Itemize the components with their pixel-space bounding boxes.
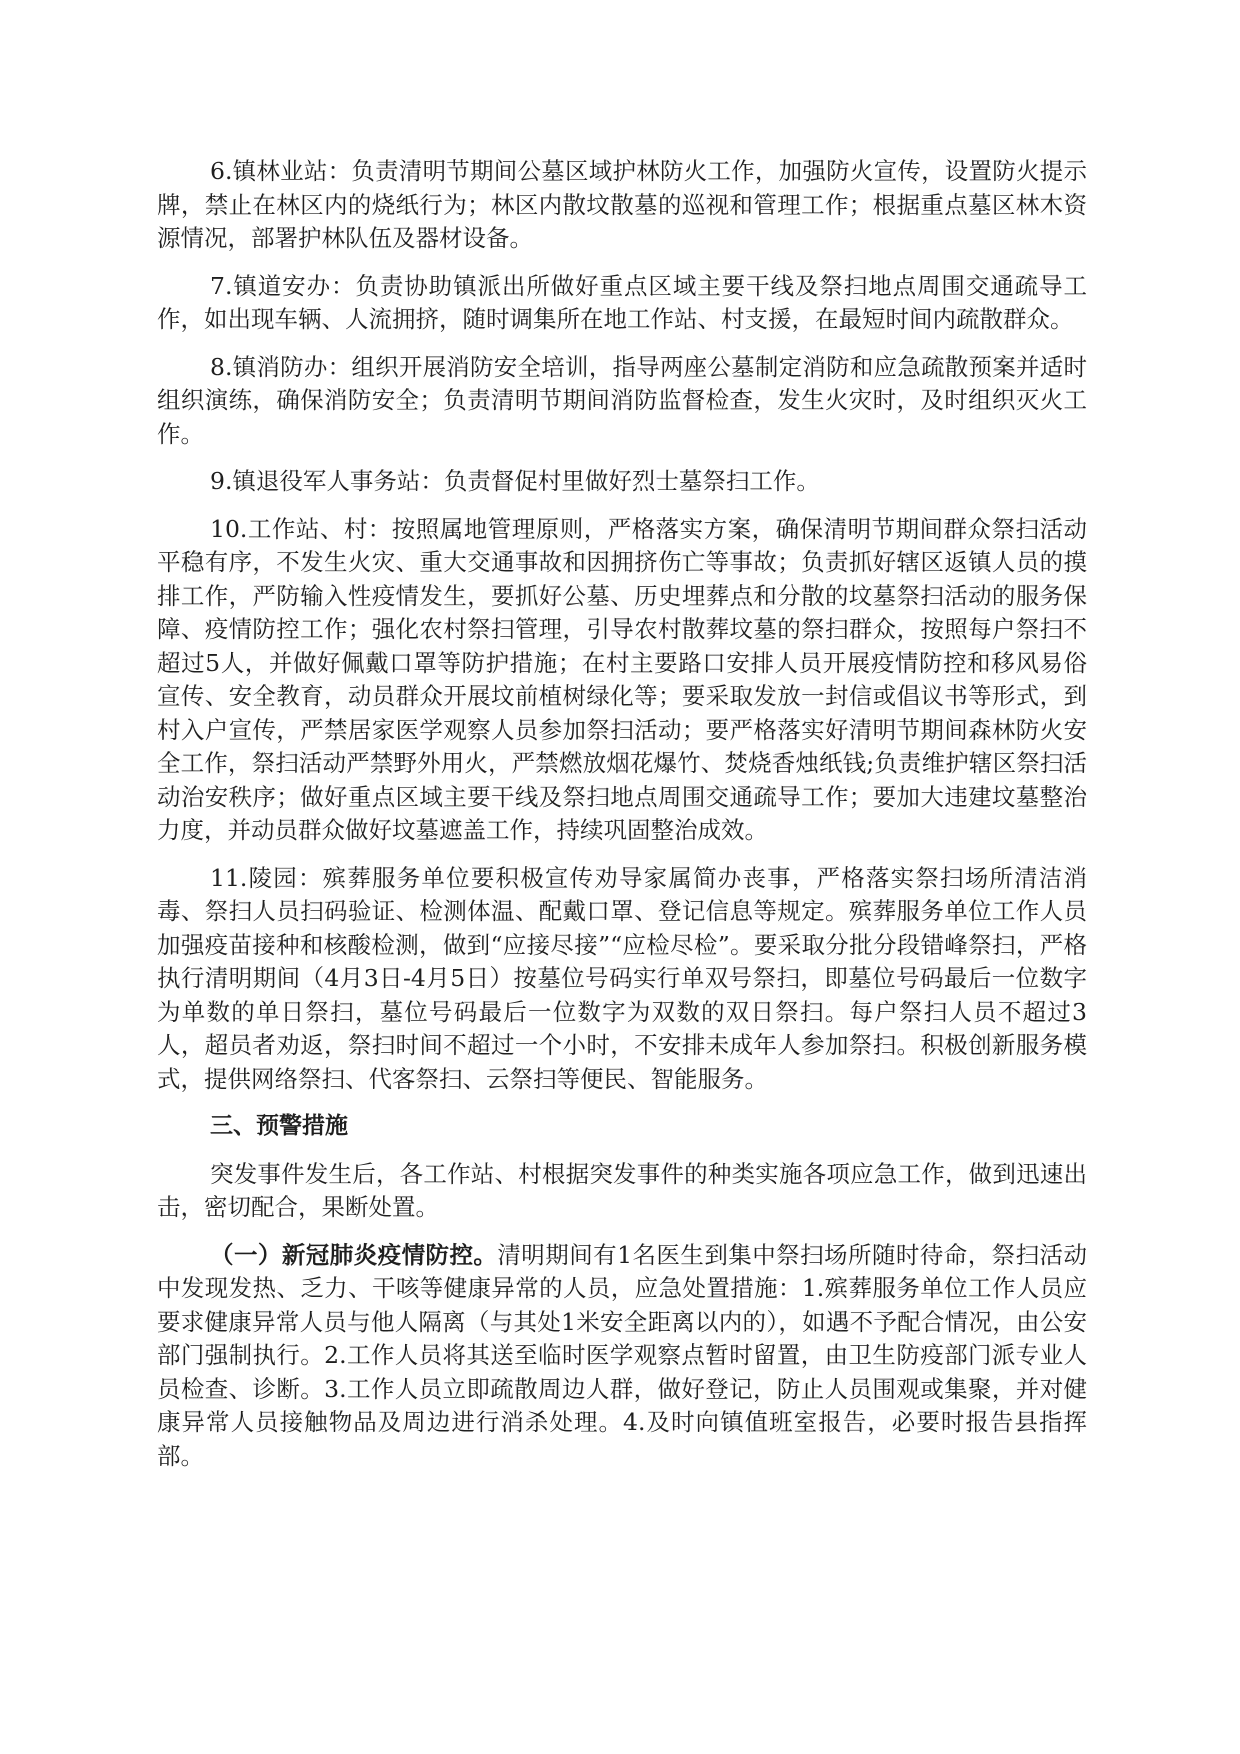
paragraph-cemetery: 11.陵园：殡葬服务单位要积极宣传劝导家属简办丧事，严格落实祭扫场所清洁消毒、祭扫人员扫码验证、检测体温、配戴口罩、登记信息等规定。殡葬服务单位工作人员加强疫苗接种和核酸检测，做到“应接尽接”“应检尽检”。要采取分批分段错峰祭扫，严格执行清明期间（4月3日-4月5日）按墓位号码实行单双号祭扫，即墓位号码最后一位数字为单数的单日祭扫，墓位号码最后一位数字为双数的双日祭扫。每户祭扫人员不超过3人，超员者劝返，祭扫时间不超过一个小时，不安排未成年人参加祭扫。积极创新服务模式，提供网络祭扫、代客祭扫、云祭扫等便民、智能服务。 [157, 863, 1087, 1093]
paragraph-workstations-villages: 10.工作站、村：按照属地管理原则，严格落实方案，确保清明节期间群众祭扫活动平稳有序，不发生火灾、重大交通事故和因拥挤伤亡等事故；负责抓好辖区返镇人员的摸排工作，严防输入性疫情发生，要抓好公墓、历史埋葬点和分散的坟墓祭扫活动的服务保障、疫情防控工作；强化农村祭扫管理，引导农村散葬坟墓的祭扫群众，按照每户祭扫不超过5人，并做好佩戴口罩等防护措施；在村主要路口安排人员开展疫情防控和移风易俗宣传、安全教育，动员群众开展坟前植树绿化等；要采取发放一封信或倡议书等形式，到村入户宣传，严禁居家医学观察人员参加祭扫活动；要严格落实好清明节期间森林防火安全工作，祭扫活动严禁野外用火，严禁燃放烟花爆竹、焚烧香烛纸钱;负责维护辖区祭扫活动治安秩序；做好重点区域主要干线及祭扫地点周围交通疏导工作；要加大违建坟墓整治力度，并动员群众做好坟墓遮盖工作，持续巩固整治成效。 [157, 514, 1087, 844]
section-heading: 三、预警措施 [210, 1113, 348, 1139]
document-body [157, 155, 1087, 1487]
section-intro: 突发事件发生后，各工作站、村根据突发事件的种类实施各项应急工作，做到迅速出击，密切配合，果断处置。 [157, 1159, 1087, 1221]
paragraph-road-safety-office: 7.镇道安办：负责协助镇派出所做好重点区域主要干线及祭扫地点周围交通疏导工作，如出现车辆、人流拥挤，随时调集所在地工作站、村支援，在最短时间内疏散群众。 [157, 271, 1087, 333]
subsection-lead: （一）新冠肺炎疫情防控。 [210, 1240, 498, 1269]
subsection-epidemic-control [157, 1239, 1087, 1474]
subsection-text: 清明期间有1名医生到集中祭扫场所随时待命，祭扫活动中发现发热、乏力、干咳等健康异常的人员，应急处置措施：1.殡葬服务单位工作人员应要求健康异常人员与他人隔离（与其处1米安全距离以内的），如遇不予配合情况，由公安部门强制执行。2.工作人员将其送至临时医学观察点暂时留置，由卫生防疫部门派专业人员检查、诊断。3.工作人员立即疏散周边人群，做好登记，防止人员围观或集聚，并对健康异常人员接触物品及周边进行消杀处理。4.及时向镇值班室报告，必要时报告县指挥部。 [157, 1240, 1088, 1470]
paragraph-forestry-station: 6.镇林业站：负责清明节期间公墓区域护林防火工作，加强防火宣传，设置防火提示牌，禁止在林区内的烧纸行为；林区内散坟散墓的巡视和管理工作；根据重点墓区林木资源情况，部署护林队伍及器材设备。 [157, 157, 1087, 252]
paragraph-veterans-station: 9.镇退役军人事务站：负责督促村里做好烈士墓祭扫工作。 [210, 467, 820, 495]
paragraph-fire-office: 8.镇消防办：组织开展消防安全培训，指导两座公墓制定消防和应急疏散预案并适时组织演练，确保消防安全；负责清明节期间消防监督检查，发生火灾时，及时组织灭火工作。 [157, 352, 1087, 448]
